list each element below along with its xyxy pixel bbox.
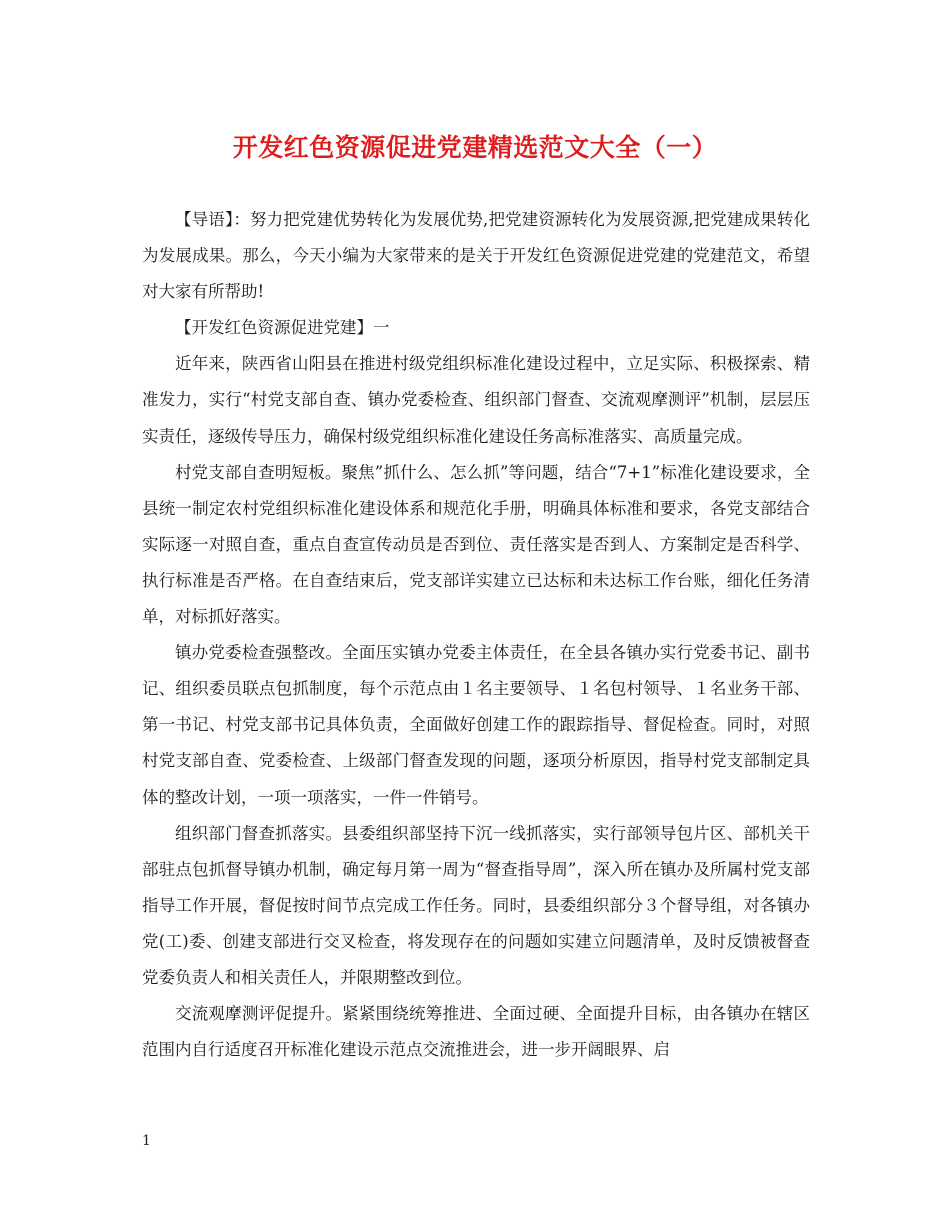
paragraph-self-check: 村党支部自查明短板。聚焦”抓什么、怎么抓”等问题，结合“7+1”标准化建设要求，全县统一制定农村党组织标准化建设体系和规范化手册，明确具体标准和要求，各党支部结合实际逐一对照自查，重点自查宣传动员是否到位、责任落实是否到人、方案制定是否科学、执行标准是否严格。在自查结束后，党支部详实建立已达标和未达标工作台账，细化任务清单，对标抓好落实。: [142, 462, 810, 627]
paragraph-department-supervision: 组织部门督查抓落实。县委组织部坚持下沉一线抓落实，实行部领导包片区、部机关干部驻点包抓督导镇办机制，确定每月第一周为“督查指导周”，深入所在镇办及所属村党支部指导工作开展，督促按时间节点完成工作任务。同时，县委组织部分３个督导组，对各镇办党(工)委、创建支部进行交叉检查，将发现存在的问题如实建立问题清单，及时反馈被督查党委负责人和相关责任人，并限期整改到位。: [142, 823, 810, 987]
document-title: 开发红色资源促进党建精选范文大全（一）: [232, 133, 718, 162]
paragraph-section-heading: 【开发红色资源促进党建】一: [175, 318, 390, 338]
paragraph-overview: 近年来，陕西省山阳县在推进村级党组织标准化建设过程中，立足实际、积极探索、精准发力，实行“村党支部自查、镇办党委检查、组织部门督查、交流观摩测评”机制，层层压实责任，逐级传导压力，确保村级党组织标准化建设任务高标准落实、高质量完成。: [142, 354, 810, 446]
paragraph-exchange-evaluation: 交流观摩测评促提升。紧紧围绕统筹推进、全面过硬、全面提升目标，由各镇办在辖区范围内自行适度召开标准化建设示范点交流推进会，进一步开阔眼界、启: [142, 1004, 810, 1060]
paragraph-township-inspection: 镇办党委检查强整改。全面压实镇办党委主体责任，在全县各镇办实行党委书记、副书记、组织委员联点包抓制度，每个示范点由１名主要领导、１名包村领导、１名业务干部、第一书记、村党支部书记具体负责，全面做好创建工作的跟踪指导、督促检查。同时，对照村党支部自查、党委检查、上级部门督查发现的问题，逐项分析原因，指导村党支部制定具体的整改计划，一项一项落实，一件一件销号。: [142, 643, 810, 807]
document-body: [142, 202, 810, 1068]
paragraph-intro: 【导语】：努力把党建优势转化为发展优势,把党建资源转化为发展资源,把党建成果转化为发展成果。那么，今天小编为大家带来的是关于开发红色资源促进党建的党建范文，希望对大家有所帮助!: [142, 210, 810, 302]
page-number: 1: [142, 1133, 151, 1149]
